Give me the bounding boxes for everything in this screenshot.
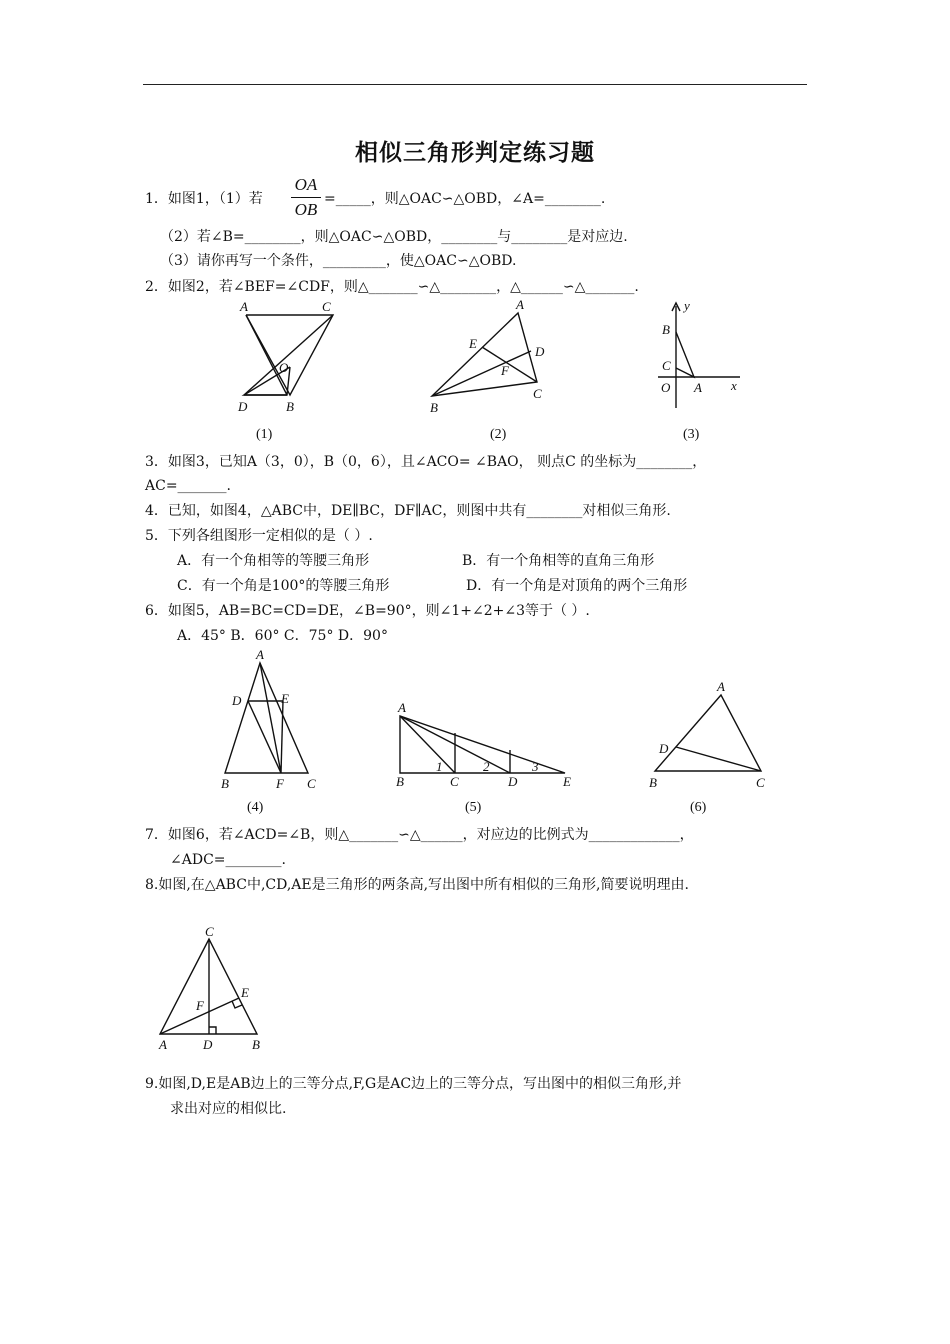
fig2-label-E: E: [469, 336, 477, 351]
figure-8: [150, 922, 275, 1057]
figure-3: [650, 298, 750, 413]
fig5-angle-3: 3: [532, 759, 539, 774]
fig3-label-B: B: [662, 322, 670, 337]
fig4-caption: (4): [247, 800, 264, 815]
fig6-caption: (6): [690, 800, 707, 815]
q9-line2: 求出对应的相似比.: [170, 1101, 287, 1117]
fig8-label-E: E: [241, 985, 249, 1000]
fig6-label-A: A: [717, 679, 725, 694]
fig1-label-A: A: [240, 299, 248, 314]
fig5-label-C: C: [450, 774, 459, 789]
q1-fraction-bar: [291, 197, 321, 198]
fig1-line-AB: [246, 315, 287, 395]
fig2-caption: (2): [490, 427, 507, 442]
fig3-caption: (3): [683, 427, 700, 442]
fig6-triangle-ABC: [655, 695, 761, 771]
q7-line2: ∠ADC=________.: [170, 852, 286, 868]
fig4-triangle-ABC: [225, 663, 308, 773]
fig5-angle-2: 2: [483, 759, 490, 774]
fig4-label-A: A: [256, 647, 264, 662]
fig6-label-D: D: [659, 741, 669, 756]
fig4-label-D: D: [232, 693, 242, 708]
figure-4: [215, 645, 325, 795]
fig6-label-B: B: [649, 775, 657, 790]
fig2-triangle-ABC: [432, 313, 537, 396]
fig4-label-C: C: [307, 776, 316, 791]
q5-option-D: D．有一个角是对顶角的两个三角形: [466, 578, 688, 594]
fig1-label-C: C: [322, 299, 331, 314]
q5-stem: 5．下列各组图形一定相似的是（ ）.: [145, 528, 373, 544]
figure-1: [230, 300, 340, 415]
fig5-label-B: B: [396, 774, 404, 789]
fig8-label-F: F: [196, 998, 204, 1013]
q5-option-B: B．有一个角相等的直角三角形: [462, 553, 655, 569]
fig8-right-angle-D: [209, 1027, 216, 1034]
q1-fraction-denominator: OB: [294, 200, 318, 219]
q7-line1: 7．如图6，若∠ACD=∠B，则△_______∽△______，对应边的比例式为_____________，: [145, 827, 694, 843]
fig2-label-C: C: [533, 386, 542, 401]
q6-options: A．45° B．60° C．75° D．90°: [177, 628, 388, 644]
q6-stem: 6．如图5，AB=BC=CD=DE，∠B=90°，则∠1+∠2+∠3等于（ ）.: [145, 603, 590, 619]
page-title: 相似三角形判定练习题: [355, 140, 595, 166]
fig5-label-E: E: [563, 774, 571, 789]
fig8-label-D: D: [203, 1037, 213, 1052]
header-rule: [143, 84, 807, 85]
fig5-line-AC: [400, 716, 455, 773]
fig6-label-C: C: [756, 775, 765, 790]
fig5-caption: (5): [465, 800, 482, 815]
q1-suffix: =_____，则△OAC∽△OBD，∠A=________.: [324, 191, 606, 207]
q1-part3: （3）请你再写一个条件，_________，使△OAC∽△OBD.: [160, 253, 517, 269]
fig3-lines-BA-AC: [676, 332, 694, 377]
figure-6: [645, 675, 775, 795]
fig4-label-F: F: [276, 776, 284, 791]
fig2-label-D: D: [535, 344, 545, 359]
fig3-label-y: y: [684, 298, 690, 313]
fig3-label-O: O: [661, 380, 671, 395]
q3-line2: AC=_______.: [145, 478, 232, 494]
fig1-label-B: B: [286, 399, 294, 414]
q1-fraction-numerator: OA: [294, 175, 318, 194]
fig4-line-AF: [260, 663, 281, 773]
q1-part2: （2）若∠B=________，则△OAC∽△OBD，________与________是对应边.: [160, 229, 628, 245]
q9-line1: 9.如图,D,E是AB边上的三等分点,F,G是AC边上的三等分点，写出图中的相似三角形,并: [145, 1076, 682, 1092]
fig8-label-A: A: [159, 1037, 167, 1052]
fig3-label-C: C: [662, 358, 671, 373]
q8-text: 8.如图,在△ABC中,CD,AE是三角形的两条高,写出图中所有相似的三角形,简要说明理由.: [145, 877, 689, 893]
q3-line1: 3．如图3，已知A（3，0），B（0，6），且∠ACO= ∠BAO， 则点C 的坐标为________，: [145, 454, 707, 470]
fig5-label-D: D: [508, 774, 518, 789]
figure-2: [420, 298, 560, 418]
fig3-label-x: x: [731, 378, 737, 393]
fig4-line-DF: [248, 701, 281, 773]
fig5-angle-1: 1: [436, 759, 443, 774]
fig8-label-C: C: [205, 924, 214, 939]
q5-option-C: C．有一个角是100°的等腰三角形: [177, 578, 390, 594]
fig1-label-O: O: [279, 360, 289, 375]
fig8-label-B: B: [252, 1037, 260, 1052]
fig3-label-A: A: [694, 380, 702, 395]
q2-text: 2．如图2，若∠BEF=∠CDF，则△_______∽△________，△______∽△_______.: [145, 279, 639, 295]
fig5-label-A: A: [398, 700, 406, 715]
q1-prefix: 1．如图1，（1）若: [145, 191, 263, 207]
fig1-label-D: D: [238, 399, 248, 414]
fig6-line-DC: [676, 747, 761, 771]
fig4-label-B: B: [221, 776, 229, 791]
figure-5: [390, 700, 580, 795]
q4-text: 4．已知，如图4，△ABC中，DE∥BC，DF∥AC，则图中共有________对相似三角形.: [145, 503, 671, 519]
fig2-label-A: A: [516, 297, 524, 312]
fig2-label-B: B: [430, 400, 438, 415]
fig2-label-F: F: [501, 363, 509, 378]
fig1-caption: (1): [256, 427, 273, 442]
fig4-label-E: E: [281, 691, 289, 706]
q5-option-A: A．有一个角相等的等腰三角形: [177, 553, 370, 569]
